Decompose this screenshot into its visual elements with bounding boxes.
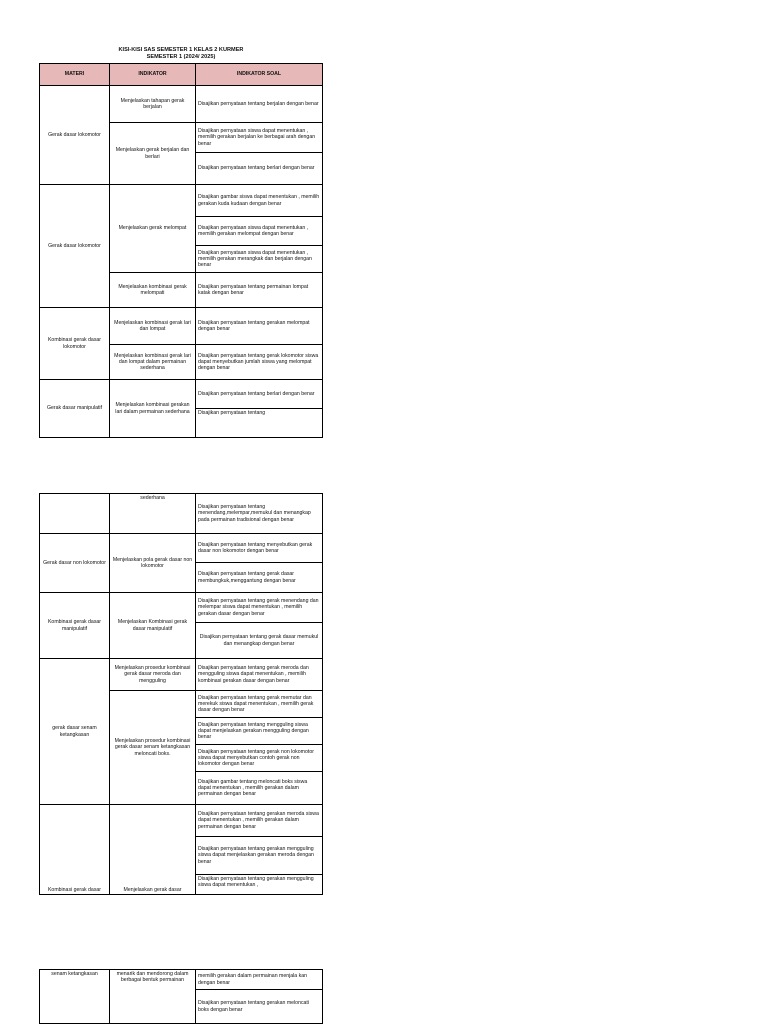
materi-cell: Gerak dasar non lokomotor (40, 534, 110, 593)
indikator-cell: Menjelaskan kombinasi gerak lari dan lompat (110, 308, 196, 345)
table-row (40, 308, 323, 345)
indikator-cell: sederhana (110, 494, 196, 534)
soal-cell: Disajikan pernyataan siswa dapat menentukan , memilih gerakan merangkak dan berjalan dengan benar (196, 246, 323, 273)
table-row (40, 534, 323, 563)
materi-cell: senam ketangkasan (40, 970, 110, 1024)
soal-cell: Disajikan pernyataan tentang (196, 409, 323, 438)
table-row (40, 185, 323, 217)
indikator-cell: Menjelaskan kombinasi gerak lari dan lompat dalam permainan sederhana (110, 345, 196, 380)
soal-cell: Disajikan pernyataan tentang gerak non lokomotor siswa dapat menyebutkan contoh gerak non lokomotor dengan benar (196, 745, 323, 772)
soal-cell: Disajikan pernyataan tentang berlari dengan benar (196, 153, 323, 185)
kisi-table-page-2 (39, 493, 323, 895)
materi-cell: Kombinasi gerak dasar lokomotor (40, 308, 110, 380)
table-row (40, 659, 323, 691)
soal-cell: memilih gerakan dalam permainan menjala kan dengan benar (196, 970, 323, 990)
indikator-cell: menarik dan mendorong dalam berbagai bentuk permainan (110, 970, 196, 1024)
soal-cell: Disajikan pernyataan siswa dapat menentukan , memilih gerakan melompat dengan benar (196, 217, 323, 246)
table-row (40, 593, 323, 623)
soal-cell: Disajikan pernyataan tentang gerak dasar membungkuk,menggantung dengan benar (196, 563, 323, 593)
soal-cell: Disajikan pernyataan tentang berlari dengan benar (196, 380, 323, 409)
soal-cell: Disajikan gambar siswa dapat menentukan , memilih gerakan kuda kudaan dengan benar (196, 185, 323, 217)
table-row (40, 380, 323, 409)
indikator-cell: Menjelaskan kombinasi gerakan lari dalam permainan sederhana (110, 380, 196, 438)
page-3-table-fragment (39, 969, 322, 1024)
soal-cell: Disajikan pernyataan tentang berjalan dengan benar (196, 86, 323, 123)
indikator-cell: Menjelaskan tahapan gerak berjalan (110, 86, 196, 123)
soal-cell: Disajikan pernyataan siswa dapat menentukan , memilih gerakan berjalan ke berbagai arah dengan benar (196, 123, 323, 153)
indikator-cell: Menjelaskan gerak melompat (110, 185, 196, 273)
soal-cell: Disajikan pernyataan tentang gerak lokomotor siswa dapat menyebutkan jumlah siswa yang melompat dengan benar (196, 345, 323, 380)
table-row (40, 805, 323, 837)
materi-cell: gerak dasar senam ketangkasan (40, 659, 110, 805)
indikator-cell: Menjelaskan prosedur kombinasi gerak dasar senam ketangkasan meloncati boks. (110, 691, 196, 805)
soal-cell: Disajikan pernyataan tentang menendang,melempar,memukul dan menangkap pada permainan tradisional dengan benar (196, 494, 323, 534)
indikator-cell: Menjelaskan gerak dasar (110, 805, 196, 895)
title-line-2: SEMESTER 1 (2024/ 2025) (146, 54, 216, 60)
soal-cell: Disajikan pernyataan tentang permainan lompat katak dengan benar (196, 273, 323, 308)
document-title (40, 47, 322, 61)
kisi-table-page-1 (39, 63, 323, 438)
materi-cell: Gerak dasar lokomotor (40, 86, 110, 185)
soal-cell: Disajikan pernyataan tentang gerakan mengguling siswa dapat menentukan , (196, 875, 323, 895)
table-row (40, 86, 323, 123)
indikator-cell: Menjelaskan Kombinasi gerak dasar manipulatif (110, 593, 196, 659)
soal-cell: Disajikan pernyataan tentang gerakan mengguling siswa dapat menjelaskan gerakan meroda dengan benar (196, 837, 323, 875)
indikator-cell: Menjelaskan kombinasi gerak melompati (110, 273, 196, 308)
header-materi: MATERI (40, 64, 110, 86)
soal-cell: Disajikan pernyataan tentang gerak memutar dan merekuk siswa dapat menentukan , memilih gerak dasar dengan benar (196, 691, 323, 718)
table-row (40, 494, 323, 534)
header-indikator-soal: INDIKATOR SOAL (196, 64, 323, 86)
table-row (40, 970, 323, 990)
soal-cell: Disajikan pernyataan tentang gerak meroda dan mengguling siswa dapat menentukan , memilih kombinasi gerakan dasar dengan benar (196, 659, 323, 691)
materi-cell (40, 494, 110, 534)
soal-cell: Disajikan pernyataan tentang gerak menendang dan melempar siswa dapat menentukan , memilih gerakan dasar dengan benar (196, 593, 323, 623)
page-1-table-fragment (39, 63, 322, 415)
page-2-table-fragment (39, 495, 322, 893)
title-line-1: KISI-KISI SAS SEMESTER 1 KELAS 2 KURMER (118, 47, 244, 53)
indikator-cell: Menjelaskan pola gerak dasar non lokomotor (110, 534, 196, 593)
materi-cell: Kombinasi gerak dasar (40, 805, 110, 895)
soal-cell: Disajikan pernyataan tentang menyebutkan gerak dasar non lokomotor dengan benar (196, 534, 323, 563)
soal-cell: Disajikan pernyataan tentang gerakan meroda siswa dapat menentukan , memilih gerakan dalam permainan dengan benar (196, 805, 323, 837)
materi-cell: Gerak dasar lokomotor (40, 185, 110, 308)
materi-cell: Gerak dasar manipulatif (40, 380, 110, 438)
indikator-cell: Menjelaskan gerak berjalan dan berlari (110, 123, 196, 185)
soal-cell: Disajikan pernyataan tentang gerak dasar memukul dan menangkap dengan benar (196, 623, 323, 659)
soal-cell: Disajikan pernyataan tentang mengguling siswa dapat menjelaskan gerakan mengguling dengan benar (196, 718, 323, 745)
soal-cell: Disajikan pernyataan tentang gerakan meloncati boks dengan benar (196, 990, 323, 1024)
header-indikator: INDIKATOR (110, 64, 196, 86)
kisi-table-page-3 (39, 969, 323, 1024)
soal-cell: Disajikan gambar tentang meloncati boks siswa dapat menentukan , memilih gerakan dalam permainan dengan benar (196, 772, 323, 805)
materi-cell: Kombinasi gerak dasar manipulatif (40, 593, 110, 659)
table-header-row (40, 64, 323, 86)
soal-cell: Disajikan pernyataan tentang gerakan melompat dengan benar (196, 308, 323, 345)
indikator-cell: Menjelaskan prosedur kombinasi gerak dasar meroda dan mengguling (110, 659, 196, 691)
